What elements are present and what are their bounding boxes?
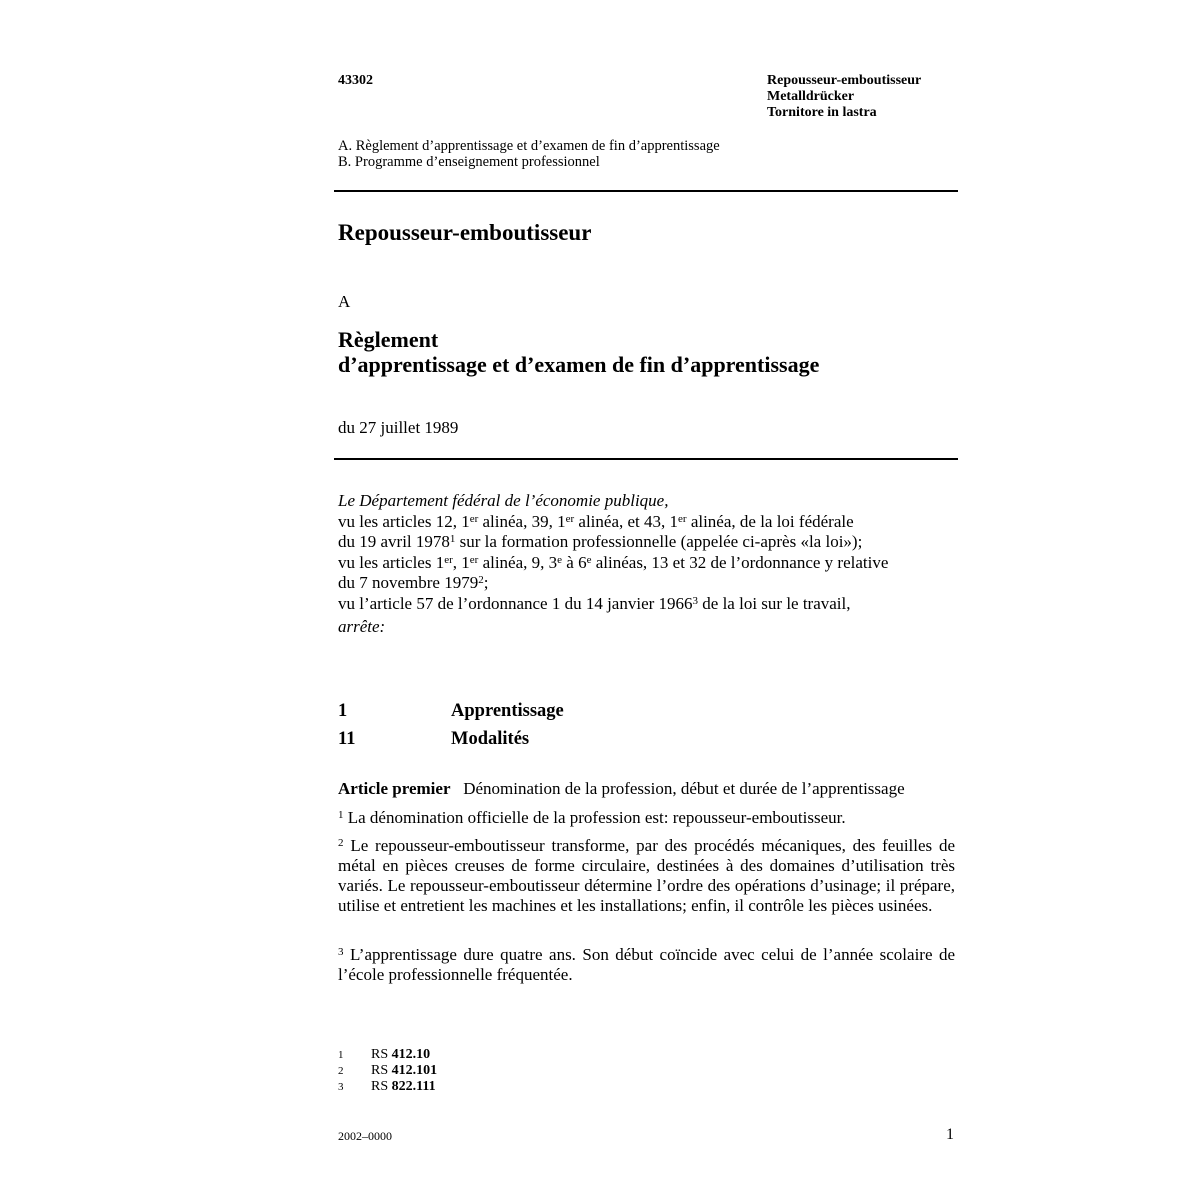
footnote-2: 2 RS 412.101 — [338, 1063, 438, 1078]
table-of-contents — [338, 138, 720, 170]
part-label: A — [338, 292, 351, 311]
toc-item-b: B. Programme d’enseignement professionnel — [338, 154, 600, 170]
preamble-decree: arrête: — [338, 617, 386, 636]
regulation-title-line1: Règlement — [338, 327, 439, 352]
footnote-1: 1 RS 412.10 — [338, 1047, 431, 1062]
footnote-ref-3: 3 — [692, 594, 699, 607]
header-title-it: Tornitore in lastra — [767, 105, 877, 120]
footnote-3: 3 RS 822.111 — [338, 1079, 436, 1094]
toc-item-a: A. Règlement d’apprentissage et d’examen de fin d’apprentissage — [338, 138, 720, 154]
preamble-authority: Le Département fédéral de l’économie publique, — [338, 491, 669, 510]
document-number: 43302 — [338, 73, 373, 88]
article-label: Article premier — [338, 779, 451, 798]
section-number-1: 1 — [338, 701, 348, 721]
regulation-date: du 27 juillet 1989 — [338, 418, 459, 437]
section-title-1: Apprentissage — [451, 701, 564, 721]
top-rule — [334, 190, 958, 192]
footnotes — [338, 1047, 437, 1095]
article-paragraph-2: $^2$ Le repousseur-emboutisseur transforme, par des procédés mécaniques, des feuilles de métal en pièces creuses de forme circulaire, destinées à des domaines d’utilisation très variés. Le repousseur-emboutisseur détermine l’ordre des opérations d’usinage; il prépare, utilise et entretient les machines et les installations; enfin, il contrôle les pièces usinées. — [338, 836, 956, 915]
preamble-line-5: vu l’article 57 de l’ordonnance 1 du 14 janvier 1966$^3$ de la loi sur le travail, — [338, 593, 851, 613]
article-title: Dénomination de la profession, début et durée de l’apprentissage — [463, 779, 905, 798]
preamble — [338, 491, 958, 638]
regulation-title-line2: d’apprentissage et d’examen de fin d’apprentissage — [338, 352, 820, 377]
regulation-title — [338, 327, 819, 377]
footer-code: 2002–0000 — [338, 1129, 392, 1143]
header-title-fr: Repousseur-emboutisseur — [767, 73, 922, 88]
section-title-11: Modalités — [451, 729, 530, 749]
article-paragraph-3: $^3$ L’apprentissage dure quatre ans. Son début coïncide avec celui de l’année scolaire de l’école professionnelle fréquentée. — [338, 945, 955, 984]
footnote-ref-1: 1 — [449, 533, 456, 545]
header-title-de: Metalldrücker — [767, 89, 855, 104]
preamble-line-1: vu les articles 12, 1er alinéa, 39, 1er alinéa, et 43, 1er alinéa, de la loi fédérale — [338, 511, 854, 531]
section-number-11: 11 — [338, 729, 356, 749]
document-title: Repousseur-emboutisseur — [338, 220, 592, 245]
preamble-line-2: du 19 avril 1978$^1$ sur la formation professionnelle (appelée ci-après «la loi»); — [338, 532, 863, 551]
preamble-line-4: du 7 novembre 1979$^2$; — [338, 573, 489, 592]
article-heading — [338, 779, 978, 799]
footnote-ref-2: 2 — [478, 574, 484, 586]
header-titles — [767, 73, 921, 121]
article-paragraph-1: $^1$ La dénomination officielle de la profession est: repousseur-emboutisseur. — [338, 808, 846, 827]
page-number: 1 — [946, 1126, 954, 1143]
date-rule — [334, 458, 958, 460]
preamble-line-3: vu les articles 1er, 1er alinéa, 9, 3e à 6e alinéas, 13 et 32 de l’ordonnance y relative — [338, 552, 889, 572]
